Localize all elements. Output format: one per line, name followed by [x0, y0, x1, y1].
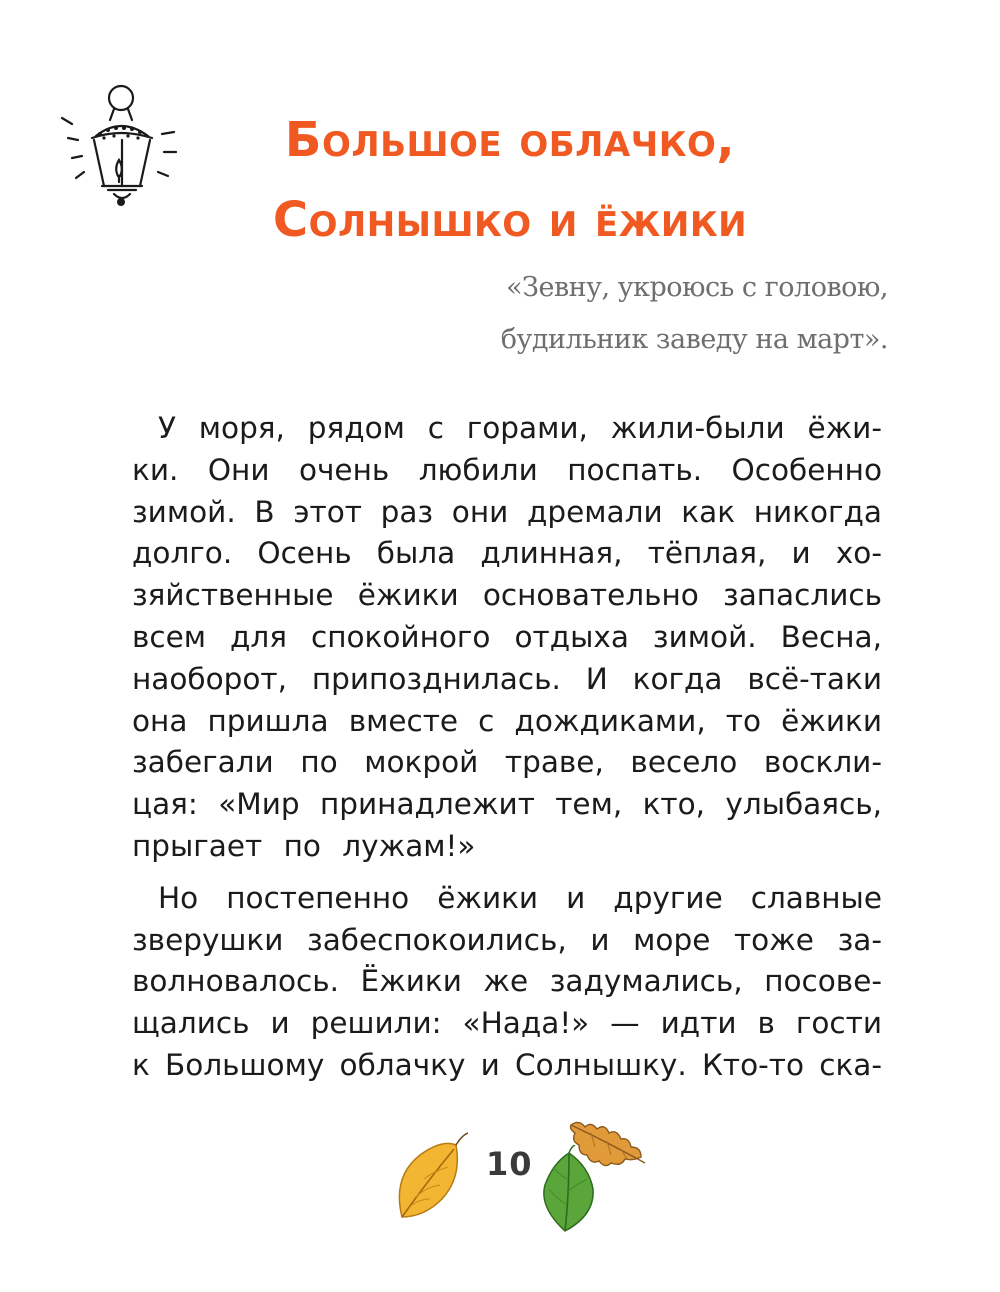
body-text — [132, 408, 882, 1097]
chapter-title-line-1: Большое облачко, — [284, 112, 736, 168]
yellow-leaf-icon — [390, 1127, 470, 1227]
text-line: щались и решили: «Нада!» — идти в гости — [132, 1006, 882, 1041]
text-line: долго. Осень была длинная, тёплая, и хо- — [132, 536, 882, 571]
epigraph-line-1: «Зевну, укроюсь с головою, — [506, 272, 888, 303]
page-footer — [390, 1115, 650, 1235]
chapter-title-line-2: Солнышко и ёжики — [272, 192, 748, 248]
text-line: волновалось. Ёжики же задумались, посове- — [132, 964, 882, 999]
text-line: всем для спокойного отдыха зимой. Весна, — [132, 619, 882, 654]
text-line: зверушки забеспокоились, и море тоже за- — [132, 922, 882, 957]
text-line: зяйственные ёжики основательно запаслись — [132, 578, 882, 613]
chapter-title — [230, 100, 790, 260]
epigraph-line-2: будильник заведу на март». — [500, 324, 888, 355]
text-line: ки. Они очень любили поспать. Особенно — [132, 452, 882, 487]
text-line: цая: «Мир принадлежит тем, кто, улыбаясь, — [132, 787, 882, 822]
epigraph — [368, 262, 888, 366]
text-line: У моря, рядом с горами, жили-были ёжи- — [158, 411, 882, 445]
page-number: 10 — [486, 1145, 533, 1183]
text-line: зимой. В этот раз они дремали как никогда — [132, 494, 882, 529]
paragraph-1 — [132, 408, 882, 868]
text-line: к Большому облачку и Солнышку. Кто-то ска- — [132, 1047, 882, 1082]
paragraph-2 — [132, 878, 882, 1087]
oak-leaf-icon — [565, 1115, 650, 1175]
text-line: наоборот, припозднилась. И когда всё-таки — [132, 661, 882, 696]
lantern-icon — [58, 78, 188, 218]
text-line: она пришла вместе с дождиками, то ёжики — [132, 703, 882, 738]
text-line: прыгает по лужам!» — [132, 828, 476, 863]
text-line: забегали по мокрой траве, весело воскли- — [132, 745, 882, 780]
text-line: Но постепенно ёжики и другие славные — [158, 880, 882, 915]
